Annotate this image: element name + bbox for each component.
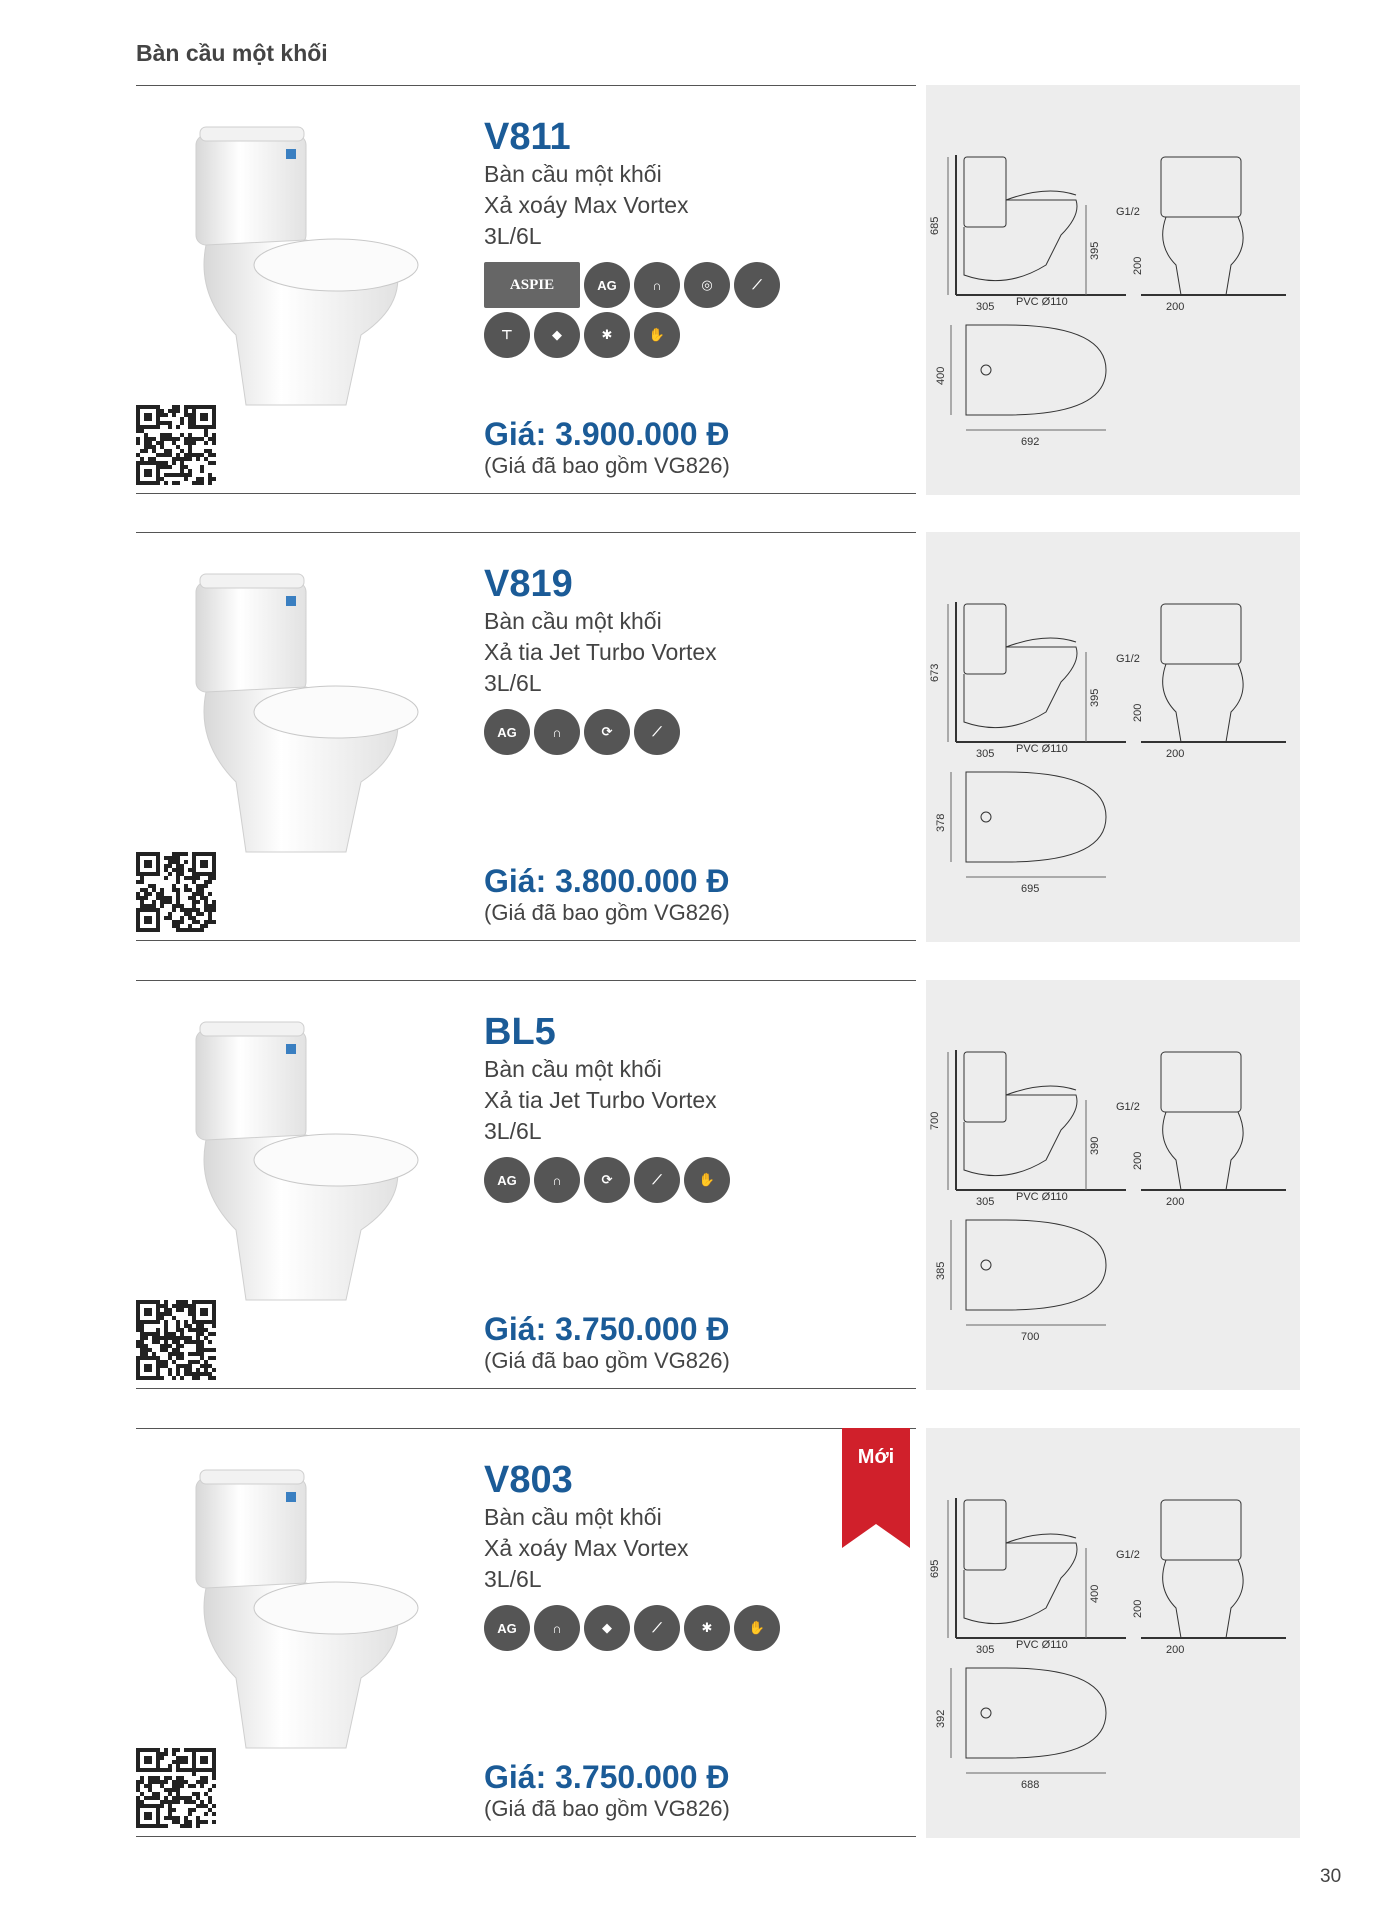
ergonomic-icon: ✱ — [684, 1605, 730, 1651]
technical-drawing — [926, 532, 1300, 942]
product-model: V811 — [484, 116, 571, 158]
dim-inlet-h: 200 — [1132, 1599, 1144, 1618]
dim-width: 385 — [935, 1261, 947, 1280]
product-model: BL5 — [484, 1011, 556, 1053]
price-box — [484, 1310, 730, 1374]
product-photo — [176, 115, 436, 415]
product-volume: 3L/6L — [484, 223, 542, 249]
siphon-icon: ∩ — [534, 1605, 580, 1651]
siphon-icon: ∩ — [534, 1157, 580, 1203]
product-card-bl5 — [136, 980, 1306, 1390]
product-card-v819 — [136, 532, 1306, 942]
soft-close-icon: ⟋ — [634, 709, 680, 755]
dim-height: 700 — [929, 1111, 941, 1130]
product-info — [484, 1458, 904, 1651]
dim-rough-in: 305 — [976, 301, 995, 313]
dim-inlet-w: 200 — [1166, 1644, 1185, 1656]
product-bottom-divider — [136, 940, 916, 941]
qr-code[interactable] — [136, 405, 216, 485]
dim-length: 700 — [1021, 1331, 1040, 1343]
product-info — [484, 115, 904, 358]
dim-pipe: PVC Ø110 — [1016, 296, 1068, 308]
price-box — [484, 1758, 730, 1822]
product-card-v811 — [136, 85, 1306, 495]
product-top-divider — [136, 1428, 916, 1429]
dim-rim: 395 — [1089, 688, 1101, 707]
product-volume: 3L/6L — [484, 670, 542, 696]
dim-rim: 390 — [1089, 1136, 1101, 1155]
dim-rim: 395 — [1089, 241, 1101, 260]
dim-inlet-w: 200 — [1166, 1196, 1185, 1208]
price-note: (Giá đã bao gồm VG826) — [484, 1348, 730, 1373]
product-qr[interactable] — [136, 1300, 216, 1380]
page-number: 30 — [1320, 1866, 1342, 1887]
product-qr[interactable] — [136, 1748, 216, 1828]
new-badge-label: Mới — [857, 1446, 895, 1468]
product-type: Bàn cầu một khối — [484, 1504, 662, 1530]
dim-rough-in: 305 — [976, 748, 995, 760]
product-photo — [176, 562, 436, 862]
dim-inlet: G1/2 — [1116, 1549, 1140, 1561]
dim-inlet-w: 200 — [1166, 301, 1185, 313]
dim-pipe: PVC Ø110 — [1016, 1639, 1068, 1651]
ag-ceramic-icon: AG — [484, 709, 530, 755]
toilet-photo — [176, 562, 436, 862]
product-photo — [176, 1458, 436, 1758]
product-model: V819 — [484, 563, 573, 605]
easy-clean-icon: ✋ — [734, 1605, 780, 1651]
price-box — [484, 862, 730, 926]
dim-length: 695 — [1021, 883, 1040, 895]
siphon-icon: ∩ — [634, 262, 680, 308]
product-info — [484, 1010, 904, 1203]
product-qr[interactable] — [136, 405, 216, 485]
dim-inlet: G1/2 — [1116, 653, 1140, 665]
product-price: Giá: 3.750.000 Đ — [484, 1759, 730, 1795]
easy-clean-icon: ✋ — [634, 312, 680, 358]
dim-height: 695 — [929, 1559, 941, 1578]
product-volume: 3L/6L — [484, 1118, 542, 1144]
product-flush: Xả xoáy Max Vortex — [484, 1535, 689, 1561]
easy-clean-icon: ✋ — [684, 1157, 730, 1203]
dim-inlet-h: 200 — [1132, 1151, 1144, 1170]
qr-code[interactable] — [136, 852, 216, 932]
faucet-icon: ⊤ — [484, 312, 530, 358]
product-card-v803 — [136, 1428, 1306, 1838]
drawing-panel — [926, 85, 1300, 495]
product-price: Giá: 3.800.000 Đ — [484, 863, 730, 899]
product-model: V803 — [484, 1459, 573, 1501]
page-title: Bàn cầu một khối — [136, 40, 328, 66]
ag-ceramic-icon: AG — [484, 1157, 530, 1203]
soft-close-icon: ⟋ — [734, 262, 780, 308]
dim-inlet: G1/2 — [1116, 206, 1140, 218]
price-note: (Giá đã bao gồm VG826) — [484, 900, 730, 925]
dim-inlet: G1/2 — [1116, 1101, 1140, 1113]
dim-width: 378 — [935, 813, 947, 832]
product-top-divider — [136, 532, 916, 533]
dim-pipe: PVC Ø110 — [1016, 743, 1068, 755]
dim-length: 692 — [1021, 436, 1040, 448]
product-flush: Xả tia Jet Turbo Vortex — [484, 1087, 717, 1113]
price-note: (Giá đã bao gồm VG826) — [484, 453, 730, 478]
soft-close-icon: ⟋ — [634, 1605, 680, 1651]
aspie-brand-icon: ASPIE — [484, 262, 580, 308]
product-top-divider — [136, 85, 916, 86]
dim-inlet-w: 200 — [1166, 748, 1185, 760]
water-drop-icon: ◆ — [534, 312, 580, 358]
product-flush: Xả xoáy Max Vortex — [484, 192, 689, 218]
dim-width: 392 — [935, 1709, 947, 1728]
product-bottom-divider — [136, 493, 916, 494]
feature-icons — [484, 709, 794, 755]
product-price: Giá: 3.750.000 Đ — [484, 1311, 730, 1347]
product-top-divider — [136, 980, 916, 981]
water-drop-icon: ◆ — [584, 1605, 630, 1651]
vortex-icon: ◎ — [684, 262, 730, 308]
drawing-panel — [926, 1428, 1300, 1838]
ergonomic-icon: ✱ — [584, 312, 630, 358]
toilet-photo — [176, 1010, 436, 1310]
feature-icons — [484, 262, 794, 358]
dim-pipe: PVC Ø110 — [1016, 1191, 1068, 1203]
product-photo — [176, 1010, 436, 1310]
qr-code[interactable] — [136, 1748, 216, 1828]
product-price: Giá: 3.900.000 Đ — [484, 416, 730, 452]
dim-inlet-h: 200 — [1132, 703, 1144, 722]
product-type: Bàn cầu một khối — [484, 1056, 662, 1082]
toilet-photo — [176, 1458, 436, 1758]
feature-icons — [484, 1157, 794, 1203]
siphon-icon: ∩ — [534, 709, 580, 755]
feature-icons — [484, 1605, 794, 1651]
product-bottom-divider — [136, 1836, 916, 1837]
dim-inlet-h: 200 — [1132, 256, 1144, 275]
dim-length: 688 — [1021, 1779, 1040, 1791]
ag-ceramic-icon: AG — [484, 1605, 530, 1651]
drawing-panel — [926, 532, 1300, 942]
product-bottom-divider — [136, 1388, 916, 1389]
product-type: Bàn cầu một khối — [484, 161, 662, 187]
technical-drawing — [926, 1428, 1300, 1838]
dim-rim: 400 — [1089, 1584, 1101, 1603]
product-info — [484, 562, 904, 755]
toilet-photo — [176, 115, 436, 415]
price-box — [484, 415, 730, 479]
dim-rough-in: 305 — [976, 1196, 995, 1208]
technical-drawing — [926, 85, 1300, 495]
product-flush: Xả tia Jet Turbo Vortex — [484, 639, 717, 665]
product-qr[interactable] — [136, 852, 216, 932]
technical-drawing — [926, 980, 1300, 1390]
dim-height: 685 — [929, 216, 941, 235]
drawing-panel — [926, 980, 1300, 1390]
product-volume: 3L/6L — [484, 1566, 542, 1592]
price-note: (Giá đã bao gồm VG826) — [484, 1796, 730, 1821]
jet-turbo-icon: ⟳ — [584, 1157, 630, 1203]
jet-turbo-icon: ⟳ — [584, 709, 630, 755]
soft-close-icon: ⟋ — [634, 1157, 680, 1203]
ag-ceramic-icon: AG — [584, 262, 630, 308]
qr-code[interactable] — [136, 1300, 216, 1380]
dim-height: 673 — [929, 663, 941, 682]
dim-width: 400 — [935, 366, 947, 385]
dim-rough-in: 305 — [976, 1644, 995, 1656]
product-type: Bàn cầu một khối — [484, 608, 662, 634]
